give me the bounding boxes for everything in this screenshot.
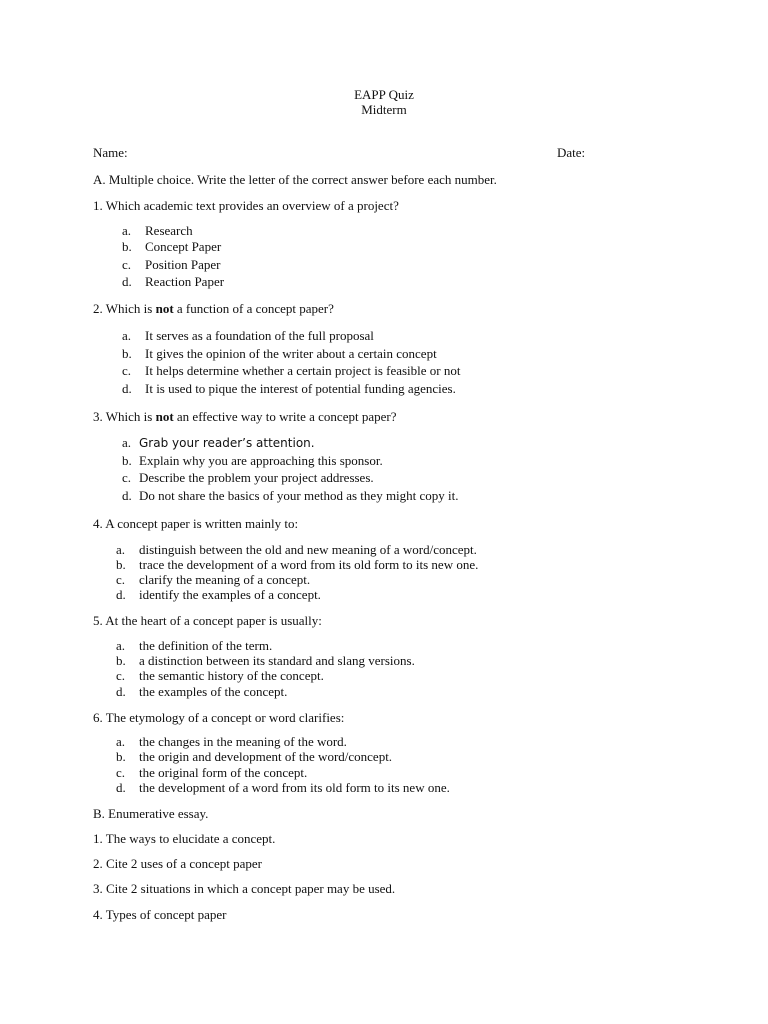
question-3: 3. Which is not an effective way to write a concept paper? — [93, 409, 397, 424]
essay-item-1: 1. The ways to elucidate a concept. — [93, 831, 276, 846]
essay-item-3: 3. Cite 2 situations in which a concept paper may be used. — [93, 881, 396, 896]
essay-item-2: 2. Cite 2 uses of a concept paper — [93, 856, 262, 871]
quiz-subtitle: Midterm — [361, 102, 407, 117]
question-4: 4. A concept paper is written mainly to: — [93, 516, 299, 531]
question-6: 6. The etymology of a concept or word clarifies: — [93, 710, 345, 725]
question-1: 1. Which academic text provides an overview of a project? — [93, 198, 399, 213]
question-2: 2. Which is not a function of a concept paper? — [93, 301, 334, 316]
section-b-title: B. Enumerative essay. — [93, 806, 209, 821]
section-a-instruction: A. Multiple choice. Write the letter of the correct answer before each number. — [93, 172, 497, 187]
quiz-title: EAPP Quiz — [354, 87, 414, 102]
date-label: Date: — [557, 145, 586, 160]
question-5: 5. At the heart of a concept paper is usually: — [93, 613, 322, 628]
name-label: Name: — [93, 145, 128, 160]
essay-item-4: 4. Types of concept paper — [93, 907, 227, 922]
